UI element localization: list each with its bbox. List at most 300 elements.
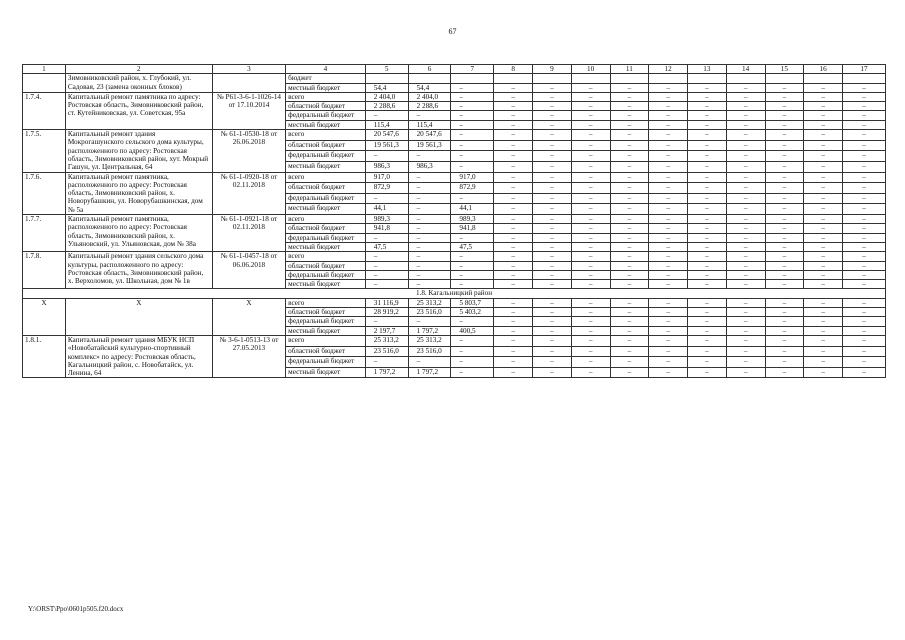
amount-cell: 47,5 <box>365 242 408 251</box>
amount-cell: – <box>533 120 572 129</box>
amount-cell: 25 313,2 <box>408 335 451 346</box>
amount-cell: – <box>494 357 533 368</box>
amount-cell <box>726 74 765 83</box>
table-row <box>23 172 886 183</box>
amount-cell: 986,3 <box>408 161 451 172</box>
item-document: № 61-1-0921-18 от 02.11.2018 <box>212 215 285 252</box>
amount-cell: – <box>365 357 408 368</box>
funding-source: всего <box>286 335 366 346</box>
amount-cell: – <box>408 151 451 162</box>
amount-cell: – <box>533 346 572 357</box>
item-document: № 61-1-0920-18 от 02.11.2018 <box>212 172 285 214</box>
amount-cell: – <box>765 335 804 346</box>
amount-cell: – <box>494 233 533 242</box>
amount-cell: 917,0 <box>365 172 408 183</box>
amount-cell: – <box>571 140 610 151</box>
amount-cell: – <box>726 193 765 204</box>
amount-cell: – <box>688 183 727 194</box>
item-document: Х <box>212 298 285 335</box>
column-number-row <box>23 65 886 74</box>
amount-cell: – <box>765 130 804 141</box>
column-number: 14 <box>726 65 765 74</box>
funding-source: местный бюджет <box>286 326 366 335</box>
amount-cell: 5 803,7 <box>451 298 494 307</box>
table-row <box>23 298 886 307</box>
amount-cell <box>365 74 408 83</box>
amount-cell: – <box>726 130 765 141</box>
amount-cell <box>804 74 843 83</box>
amount-cell <box>765 74 804 83</box>
amount-cell: – <box>571 120 610 129</box>
funding-source: всего <box>286 92 366 101</box>
funding-source: областной бюджет <box>286 346 366 357</box>
funding-source: областной бюджет <box>286 224 366 233</box>
amount-cell: – <box>688 280 727 289</box>
amount-cell: – <box>688 270 727 279</box>
amount-cell: – <box>571 270 610 279</box>
amount-cell: – <box>494 111 533 120</box>
amount-cell: – <box>726 92 765 101</box>
amount-cell: – <box>365 280 408 289</box>
amount-cell: – <box>408 193 451 204</box>
amount-cell: – <box>408 204 451 215</box>
amount-cell: – <box>533 224 572 233</box>
amount-cell: – <box>726 204 765 215</box>
amount-cell: – <box>610 111 649 120</box>
funding-source: всего <box>286 215 366 224</box>
section-row <box>23 289 886 298</box>
amount-cell: – <box>804 151 843 162</box>
amount-cell: – <box>765 151 804 162</box>
amount-cell: – <box>533 335 572 346</box>
amount-cell <box>494 74 533 83</box>
amount-cell: – <box>726 83 765 92</box>
amount-cell: – <box>610 335 649 346</box>
amount-cell: – <box>765 83 804 92</box>
amount-cell: – <box>494 242 533 251</box>
amount-cell: – <box>726 111 765 120</box>
amount-cell: – <box>649 270 688 279</box>
table-row <box>23 215 886 224</box>
amount-cell: – <box>726 172 765 183</box>
amount-cell: – <box>571 308 610 317</box>
amount-cell: – <box>571 151 610 162</box>
amount-cell: – <box>688 367 727 378</box>
funding-source: областной бюджет <box>286 183 366 194</box>
amount-cell: – <box>494 326 533 335</box>
amount-cell: – <box>843 346 886 357</box>
amount-cell: 1 797,2 <box>408 326 451 335</box>
amount-cell: – <box>494 120 533 129</box>
amount-cell: – <box>533 298 572 307</box>
table-row <box>23 74 886 83</box>
amount-cell: – <box>610 92 649 101</box>
amount-cell <box>533 74 572 83</box>
amount-cell: – <box>843 193 886 204</box>
amount-cell: 115,4 <box>365 120 408 129</box>
amount-cell: – <box>804 270 843 279</box>
amount-cell: – <box>571 193 610 204</box>
column-number: 6 <box>408 65 451 74</box>
amount-cell: – <box>843 367 886 378</box>
amount-cell: – <box>765 326 804 335</box>
amount-cell: 1 797,2 <box>408 367 451 378</box>
amount-cell: 2 404,0 <box>408 92 451 101</box>
amount-cell: – <box>843 111 886 120</box>
amount-cell: – <box>451 130 494 141</box>
amount-cell: – <box>451 161 494 172</box>
amount-cell: – <box>726 215 765 224</box>
amount-cell: 872,9 <box>365 183 408 194</box>
amount-cell: – <box>451 280 494 289</box>
amount-cell: – <box>649 367 688 378</box>
amount-cell: – <box>365 193 408 204</box>
amount-cell: 54,4 <box>408 83 451 92</box>
amount-cell: 941,8 <box>365 224 408 233</box>
funding-source: федеральный бюджет <box>286 233 366 242</box>
amount-cell: 2 288,6 <box>408 102 451 111</box>
amount-cell: – <box>726 233 765 242</box>
amount-cell: – <box>804 242 843 251</box>
amount-cell: – <box>765 102 804 111</box>
amount-cell: – <box>843 335 886 346</box>
amount-cell: – <box>688 326 727 335</box>
amount-cell: – <box>843 357 886 368</box>
amount-cell: – <box>765 183 804 194</box>
amount-cell: – <box>533 367 572 378</box>
item-name: Х <box>65 298 212 335</box>
amount-cell: – <box>610 270 649 279</box>
amount-cell: 1 797,2 <box>365 367 408 378</box>
amount-cell: 44,1 <box>365 204 408 215</box>
amount-cell: – <box>726 335 765 346</box>
amount-cell: – <box>649 130 688 141</box>
amount-cell: – <box>649 111 688 120</box>
amount-cell: – <box>688 308 727 317</box>
column-number: 10 <box>571 65 610 74</box>
funding-source: местный бюджет <box>286 204 366 215</box>
amount-cell: 20 547,6 <box>365 130 408 141</box>
amount-cell: – <box>804 120 843 129</box>
amount-cell: – <box>804 335 843 346</box>
amount-cell: – <box>610 172 649 183</box>
amount-cell: – <box>494 83 533 92</box>
amount-cell: – <box>365 317 408 326</box>
amount-cell: 25 313,2 <box>365 335 408 346</box>
amount-cell: – <box>804 204 843 215</box>
amount-cell: – <box>765 317 804 326</box>
amount-cell: – <box>804 130 843 141</box>
amount-cell: – <box>571 130 610 141</box>
amount-cell: – <box>494 261 533 270</box>
item-name: Капитальный ремонт здания МБУК НСП «Новобатайский культурно-спортивный комплекс» по адресу: Ростовская область, Кагальницкий район, с. Новобатайск, ул. Ленина, 64 <box>65 335 212 377</box>
amount-cell: – <box>649 151 688 162</box>
amount-cell: – <box>533 326 572 335</box>
amount-cell: – <box>408 280 451 289</box>
amount-cell: – <box>804 102 843 111</box>
amount-cell: – <box>688 111 727 120</box>
amount-cell: – <box>408 215 451 224</box>
amount-cell: – <box>726 317 765 326</box>
amount-cell: – <box>765 233 804 242</box>
amount-cell: – <box>408 317 451 326</box>
amount-cell: – <box>494 161 533 172</box>
amount-cell: – <box>533 183 572 194</box>
amount-cell: – <box>408 242 451 251</box>
amount-cell: – <box>726 308 765 317</box>
amount-cell: – <box>688 317 727 326</box>
amount-cell: 31 116,9 <box>365 298 408 307</box>
funding-source: федеральный бюджет <box>286 270 366 279</box>
amount-cell: – <box>610 102 649 111</box>
amount-cell: – <box>726 183 765 194</box>
amount-cell: – <box>571 161 610 172</box>
amount-cell: – <box>726 242 765 251</box>
amount-cell: – <box>843 326 886 335</box>
amount-cell: – <box>533 204 572 215</box>
amount-cell: 47,5 <box>451 242 494 251</box>
amount-cell: – <box>408 111 451 120</box>
amount-cell <box>688 74 727 83</box>
amount-cell: – <box>533 172 572 183</box>
amount-cell: – <box>571 215 610 224</box>
amount-cell: – <box>843 242 886 251</box>
funding-source: местный бюджет <box>286 161 366 172</box>
amount-cell: – <box>649 280 688 289</box>
budget-table <box>22 64 886 378</box>
column-number: 16 <box>804 65 843 74</box>
amount-cell: – <box>610 140 649 151</box>
amount-cell: – <box>571 280 610 289</box>
amount-cell: – <box>533 215 572 224</box>
amount-cell: – <box>688 298 727 307</box>
amount-cell: – <box>649 326 688 335</box>
amount-cell: – <box>494 140 533 151</box>
amount-cell: – <box>533 161 572 172</box>
amount-cell: – <box>494 183 533 194</box>
amount-cell: – <box>610 130 649 141</box>
amount-cell: 19 561,3 <box>408 140 451 151</box>
amount-cell: – <box>494 193 533 204</box>
amount-cell: – <box>765 140 804 151</box>
amount-cell: – <box>804 367 843 378</box>
amount-cell: – <box>533 92 572 101</box>
amount-cell <box>649 74 688 83</box>
amount-cell <box>610 74 649 83</box>
table-row <box>23 335 886 346</box>
funding-source: федеральный бюджет <box>286 151 366 162</box>
funding-source: федеральный бюджет <box>286 317 366 326</box>
amount-cell: – <box>649 252 688 261</box>
amount-cell: – <box>533 151 572 162</box>
amount-cell: – <box>610 215 649 224</box>
amount-cell: – <box>610 252 649 261</box>
amount-cell: – <box>533 308 572 317</box>
amount-cell: – <box>688 120 727 129</box>
amount-cell: – <box>649 233 688 242</box>
funding-source: всего <box>286 252 366 261</box>
column-number: 12 <box>649 65 688 74</box>
amount-cell: – <box>804 357 843 368</box>
amount-cell: 2 288,6 <box>365 102 408 111</box>
amount-cell: – <box>533 270 572 279</box>
amount-cell: – <box>726 120 765 129</box>
funding-source: местный бюджет <box>286 83 366 92</box>
amount-cell: – <box>843 130 886 141</box>
column-number: 17 <box>843 65 886 74</box>
column-number: 1 <box>23 65 66 74</box>
amount-cell: – <box>804 261 843 270</box>
amount-cell: – <box>688 261 727 270</box>
amount-cell: – <box>726 261 765 270</box>
amount-cell: – <box>610 151 649 162</box>
amount-cell: – <box>533 140 572 151</box>
amount-cell: – <box>688 357 727 368</box>
amount-cell: – <box>494 308 533 317</box>
amount-cell: – <box>843 298 886 307</box>
amount-cell: – <box>765 242 804 251</box>
amount-cell: – <box>726 161 765 172</box>
amount-cell: – <box>804 193 843 204</box>
amount-cell: – <box>688 151 727 162</box>
item-name: Капитальный ремонт памятника, расположенного по адресу: Ростовская область, Зимовниковский район, х. Ульяновский, ул. Ульяновская, дом № 38а <box>65 215 212 252</box>
amount-cell: – <box>610 204 649 215</box>
amount-cell: – <box>765 261 804 270</box>
funding-source: всего <box>286 298 366 307</box>
amount-cell: – <box>571 83 610 92</box>
amount-cell: – <box>365 111 408 120</box>
item-document: № Р61-3-6-1-1026-14 от 17.10.2014 <box>212 92 285 129</box>
amount-cell: – <box>843 161 886 172</box>
amount-cell: – <box>365 252 408 261</box>
amount-cell: – <box>451 193 494 204</box>
funding-source: областной бюджет <box>286 261 366 270</box>
amount-cell: 5 403,2 <box>451 308 494 317</box>
amount-cell: – <box>494 367 533 378</box>
amount-cell: – <box>494 298 533 307</box>
amount-cell: – <box>688 140 727 151</box>
amount-cell <box>451 74 494 83</box>
amount-cell: 25 313,2 <box>408 298 451 307</box>
amount-cell: 23 516,0 <box>365 346 408 357</box>
amount-cell: – <box>843 140 886 151</box>
amount-cell: – <box>649 102 688 111</box>
table-body <box>23 65 886 378</box>
amount-cell: – <box>533 261 572 270</box>
amount-cell: – <box>843 317 886 326</box>
funding-source: областной бюджет <box>286 102 366 111</box>
amount-cell: – <box>408 172 451 183</box>
item-name: Капитальный ремонт здания Мокрогашунского сельского дома культуры, расположенного по адресу: Ростовская область, Зимовниковский район, хут. Мокрый Гашун, ул. Центральная, 64 <box>65 130 212 172</box>
amount-cell: – <box>494 204 533 215</box>
amount-cell: – <box>408 224 451 233</box>
amount-cell: – <box>765 224 804 233</box>
amount-cell: – <box>804 92 843 101</box>
amount-cell: – <box>843 204 886 215</box>
amount-cell: – <box>451 151 494 162</box>
amount-cell: – <box>365 270 408 279</box>
amount-cell: 917,0 <box>451 172 494 183</box>
item-name: Зимовниковский район, х. Глубокий, ул. Садовая, 23 (замена оконных блоков) <box>65 74 212 93</box>
amount-cell: – <box>765 215 804 224</box>
amount-cell: – <box>494 215 533 224</box>
item-document <box>212 74 285 93</box>
amount-cell: – <box>804 161 843 172</box>
amount-cell: – <box>610 83 649 92</box>
funding-source: местный бюджет <box>286 367 366 378</box>
amount-cell: – <box>571 172 610 183</box>
amount-cell: – <box>571 252 610 261</box>
amount-cell: – <box>451 233 494 242</box>
amount-cell: – <box>533 233 572 242</box>
amount-cell: – <box>610 120 649 129</box>
amount-cell: – <box>571 346 610 357</box>
amount-cell: – <box>451 102 494 111</box>
amount-cell: – <box>726 140 765 151</box>
amount-cell: – <box>365 261 408 270</box>
amount-cell: – <box>571 335 610 346</box>
amount-cell: – <box>649 161 688 172</box>
amount-cell: – <box>408 233 451 242</box>
amount-cell: – <box>571 326 610 335</box>
amount-cell: 941,8 <box>451 224 494 233</box>
amount-cell: – <box>571 298 610 307</box>
amount-cell: – <box>843 102 886 111</box>
amount-cell: – <box>804 317 843 326</box>
amount-cell: – <box>494 252 533 261</box>
section-title: 1.8. Кагальницкий район <box>23 289 886 298</box>
amount-cell: – <box>365 233 408 242</box>
amount-cell: – <box>494 130 533 141</box>
amount-cell: – <box>649 140 688 151</box>
amount-cell: – <box>726 357 765 368</box>
amount-cell: – <box>765 193 804 204</box>
amount-cell: – <box>408 183 451 194</box>
amount-cell: – <box>765 161 804 172</box>
amount-cell: – <box>843 270 886 279</box>
amount-cell <box>571 74 610 83</box>
amount-cell: – <box>688 161 727 172</box>
column-number: 11 <box>610 65 649 74</box>
amount-cell: – <box>610 224 649 233</box>
amount-cell: – <box>726 151 765 162</box>
amount-cell: – <box>804 111 843 120</box>
item-code: 1.7.7. <box>23 215 66 252</box>
amount-cell: – <box>804 224 843 233</box>
amount-cell: – <box>649 172 688 183</box>
amount-cell: 989,3 <box>451 215 494 224</box>
amount-cell: – <box>688 335 727 346</box>
amount-cell: – <box>688 193 727 204</box>
amount-cell: 989,3 <box>365 215 408 224</box>
amount-cell: – <box>843 224 886 233</box>
page-number: 67 <box>448 27 457 36</box>
amount-cell: – <box>571 183 610 194</box>
amount-cell: – <box>451 357 494 368</box>
amount-cell: – <box>494 92 533 101</box>
item-code: 1.7.4. <box>23 92 66 129</box>
amount-cell: – <box>571 233 610 242</box>
amount-cell: – <box>533 357 572 368</box>
amount-cell: – <box>726 326 765 335</box>
amount-cell: 23 516,0 <box>408 308 451 317</box>
amount-cell: – <box>494 280 533 289</box>
amount-cell: – <box>765 120 804 129</box>
amount-cell: 54,4 <box>365 83 408 92</box>
amount-cell: – <box>843 92 886 101</box>
amount-cell: – <box>765 92 804 101</box>
amount-cell: – <box>649 83 688 92</box>
